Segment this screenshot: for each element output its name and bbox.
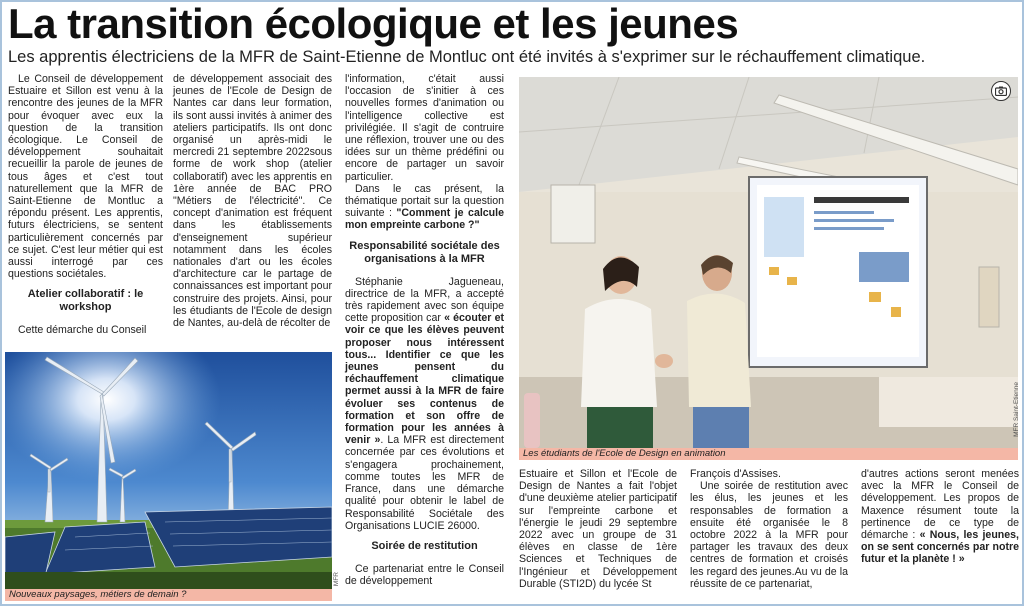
paragraph: Estuaire et Sillon et l'Ecole de Design de Nantes a fait l'objet d'une deuxième atelier participatif sur l'empreinte carbone et l'énergie le jeudi 29 septembre 2022 avec un groupe de 31 élèves en classe de 1ère Sciences et Techniques de l'Ingénieur et Développement Durable (STI2D) du lycée St: [519, 468, 677, 590]
wind-turbines-illustration: [5, 352, 332, 589]
subtitle: Les apprentis électriciens de la MFR de Saint-Etienne de Montluc ont été invités à s'exprimer sur le réchauffement climatique.: [8, 48, 926, 66]
text-run: d'autres actions seront menées avec la MFR le Conseil de développement. Les propos de Maxence résument toute la pertinence de ce type de démarche :: [861, 468, 1019, 542]
paragraph: l'information, c'était aussi l'occasion de s'initier à ces nouvelles formes d'animation ou l'intelligence collective est privilégiée. Il s'agit de contruire une réflexion, trouver une ou des idées sur un thème prédéfini ou encore de partager un savoir particulier.: [345, 73, 504, 183]
photo-caption: Les étudiants de l'Ecole de Design en animation: [519, 448, 1018, 460]
paragraph: [861, 468, 1019, 566]
article-column-1: [8, 73, 163, 337]
paragraph: Le Conseil de développement Estuaire et Sillon est venu à la rencontre des jeunes de la MFR pour évoquer avec eux la question de la transition écologique. Le Conseil de développement souhaitait recueillir la parole de jeunes de tous âges et c'est tout naturellement que la MFR de Saint-Etienne de Montluc a répondu présent. Les apprentis, futurs électriciens, se sentent particulièrement concernés par ce sujet. C'est leur métier qui est aussi interrogé par ces questions sociétales.: [8, 73, 163, 281]
paragraph: François d'Assises.: [690, 468, 781, 480]
section-heading: Soirée de restitution: [371, 539, 478, 552]
text-run: Dans le cas présent, la thématique portait sur la question suivante :: [345, 182, 504, 220]
photo-credit: MFR: [333, 572, 340, 587]
text-run: Stéphanie Jagueneau, directrice de la MFR, a accepté très rapidement avec son équipe cette proposition car: [345, 275, 504, 325]
paragraph: [345, 183, 504, 232]
paragraph: Une soirée de restitution avec les élus, les jeunes et les responsables de formation a ensuite été organisée le 8 octobre 2022 à la MFR pour partager les travaux des deux centres de formation et croisés les regard des jeunes.Au vu de la réussite de ce partenariat,: [690, 480, 848, 590]
paragraph: [345, 276, 504, 532]
section-heading: Responsabilité sociétale des organisations à la MFR: [349, 239, 500, 265]
paragraph: Cette démarche du Conseil: [18, 324, 147, 337]
question-quote: "Comment je calcule mon empreinte carbone ?": [345, 207, 504, 232]
article-column-5: [690, 468, 848, 590]
student-quote: « Nous, les jeunes, on se sent concernés par notre futur et la planète ! »: [861, 529, 1019, 566]
director-quote: « écouter et voir ce que les élèves peuvent proposer nous intéressent tous... Identifier ce que les jeunes pensent du réchauffement climatique permet aussi à la MFR de faire évoluer ses contenus de formation et son offre de formation pour les années à venir »: [345, 312, 505, 447]
article-column-6: [861, 468, 1019, 566]
section-heading: Atelier collaboratif : le workshop: [27, 288, 144, 314]
paragraph: de développement associait des jeunes de l'Ecole de Design de Nantes car dans leur formation, ils sont aussi invités à animer des ateliers participatifs. Ils ont donc organisé un après-midi le mercredi 21 septembre 2022sous forme de work shop (atelier collaboratif) avec les apprentis en 1ère année de BAC PRO "Métiers de l'électricité". Ce concept d'animation est fréquent dans les établissements d'enseignement supérieur notamment dans les écoles nationales d'art ou les écoles d'architecture car le partage de connaissances est important pour construire des projets. Ainsi, pour les étudiants de l'Ecole de design de Nantes, au-delà de récolter de: [173, 73, 332, 330]
text-run: . La MFR est directement concernée par ces évolutions et s'engagera prochainement, comme toutes les MFR de France, dans une démarche qualité pour obtenir le label de Responsabilité Sociétale des Organisations LUCIE 26000.: [345, 434, 504, 532]
photo-caption: Nouveaux paysages, métiers de demain ?: [5, 589, 332, 601]
article-column-3: [345, 73, 504, 587]
camera-glyph: [995, 86, 1007, 96]
camera-icon: [991, 81, 1011, 101]
photo-wind-turbines: [5, 352, 332, 589]
headline: La transition écologique et les jeunes: [8, 0, 739, 47]
article-column-2: [173, 73, 332, 329]
classroom-illustration: [519, 77, 1018, 448]
paragraph: Ce partenariat entre le Conseil de développement: [345, 562, 504, 588]
photo-classroom: [519, 77, 1018, 448]
article-column-4: [519, 468, 677, 590]
photo-credit: MFR Saint-Etienne: [1013, 382, 1020, 437]
